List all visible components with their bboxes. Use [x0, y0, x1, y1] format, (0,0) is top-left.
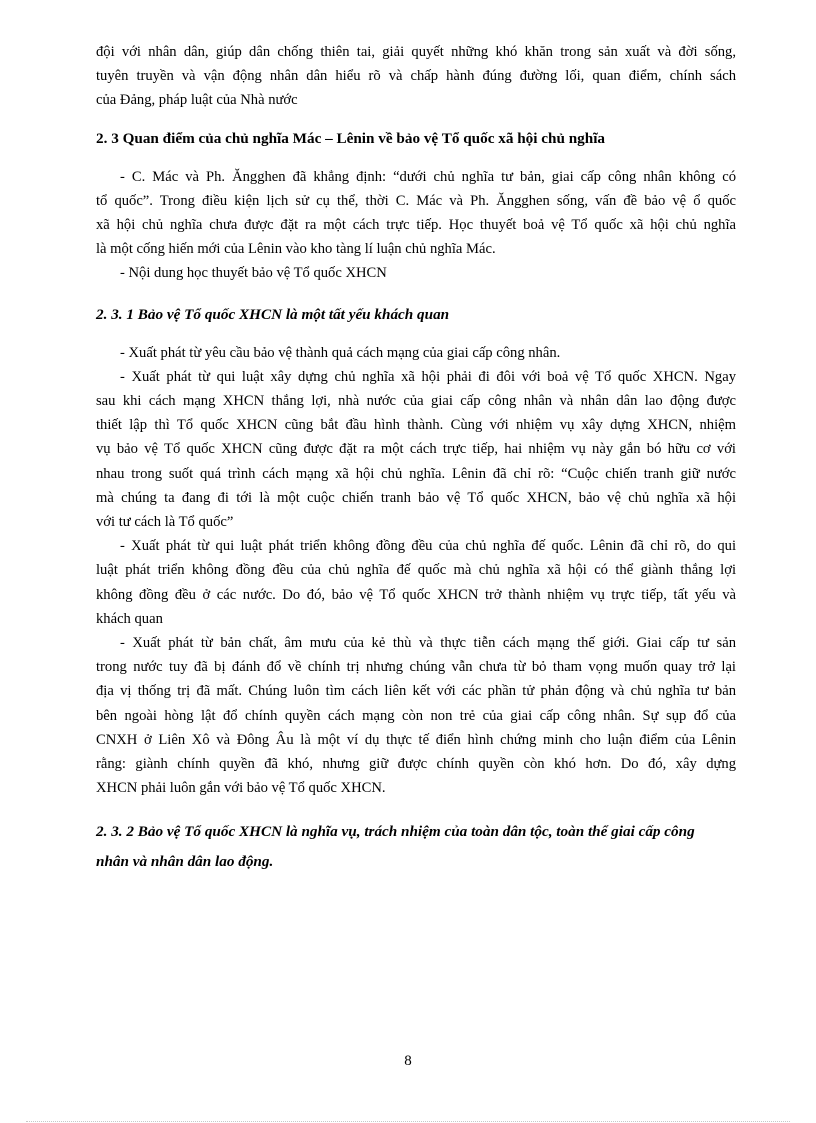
text-line: địa vị thống trị đã mất. Chúng luôn tìm cách liên kết với các phần tử phản động và chủ nghĩa tư bản — [96, 683, 736, 700]
subsection-1-paragraph-3 — [96, 534, 736, 631]
text-line: - C. Mác và Ph. Ăngghen đã khẳng định: “dưới chủ nghĩa tư bản, giai cấp công nhân không có — [120, 168, 736, 185]
text-line: với tư cách là Tổ quốc” — [96, 514, 234, 531]
text-line: thiết lập thì Tổ quốc XHCN cũng bắt đầu hình thành. Cùng với nhiệm vụ xây dựng XHCN, nhiệm — [96, 417, 736, 434]
text-line: vụ bảo vệ Tổ quốc XHCN cũng được đặt ra một cách trực tiếp, hai nhiệm vụ này gắn bó hữu cơ với — [96, 441, 736, 458]
text-line: không đồng đều ở các nước. Do đó, bảo vệ Tổ quốc XHCN trở thành nhiệm vụ trực tiếp, tất yếu và — [96, 586, 736, 603]
text-line: - Xuất phát từ qui luật phát triển không đồng đều của chủ nghĩa đế quốc. Lênin đã chỉ rõ, do qui — [120, 538, 736, 555]
text-line: của Đảng, pháp luật của Nhà nước — [96, 92, 298, 109]
section-bullet — [96, 261, 736, 285]
section-paragraph — [96, 165, 736, 262]
page-number: 8 — [404, 1053, 412, 1069]
text-line: bên ngoài hòng lật đổ chính quyền cách mạng còn non trẻ của giai cấp công nhân. Sự sụp đổ của — [96, 707, 736, 724]
text-line: tuyên truyền và vận động nhân dân hiểu rõ và chấp hành đúng đường lối, quan điểm, chính sách — [96, 68, 736, 85]
subsection-1-paragraph-2 — [96, 365, 736, 534]
heading-line: 2. 3. 2 Bảo vệ Tổ quốc XHCN là nghĩa vụ, trách nhiệm của toàn dân tộc, toàn thể giai cấp công — [96, 823, 695, 841]
subsection-1-paragraph-4 — [96, 631, 736, 800]
text-line: rằng: giành chính quyền đã khó, nhưng giữ được chính quyền còn khó hơn. Do đó, xây dựng — [96, 756, 736, 773]
text-line: - Xuất phát từ qui luật xây dựng chủ nghĩa xã hội phải đi đôi với boả vệ Tổ quốc XHCN. Ngay — [120, 368, 736, 385]
text-line: là một cống hiến mới của Lênin vào kho tàng lí luận chủ nghĩa Mác. — [96, 241, 496, 258]
section-heading: 2. 3 Quan điểm của chủ nghĩa Mác – Lênin về bảo vệ Tổ quốc xã hội chủ nghĩa — [96, 129, 606, 147]
text-line: nhau trong suốt quá trình cách mạng xã hội chủ nghĩa. Lênin đã chỉ rõ: “Cuộc chiến tranh giữ nước — [96, 465, 736, 482]
text-line: - Nội dung học thuyết bảo vệ Tổ quốc XHCN — [120, 265, 387, 282]
subsection-heading-2 — [96, 817, 736, 877]
subsection-1-paragraph-1 — [96, 341, 736, 365]
page-bottom-divider — [26, 1121, 790, 1122]
text-line: - Xuất phát từ bản chất, âm mưu của kẻ thù và thực tiễn cách mạng thế giới. Giai cấp tư sản — [120, 635, 736, 652]
text-line: khách quan — [96, 610, 163, 627]
text-line: luật phát triển không đồng đều của chủ nghĩa đế quốc mà chủ nghĩa xã hội có thể giành thắng lợi — [96, 562, 736, 579]
text-line: tổ quốc”. Trong điều kiện lịch sử cụ thể, thời C. Mác và Ph. Ăngghen sống, vấn đề bảo vệ ổ quốc — [96, 192, 736, 209]
text-line: xã hội chủ nghĩa chưa được đặt ra một cách trực tiếp. Học thuyết boả vệ Tổ quốc xã hội chủ nghĩa — [96, 217, 736, 234]
text-line: sau khi cách mạng XHCN thắng lợi, nhà nước của giai cấp công nhân và nhân dân lao động được — [96, 393, 736, 410]
heading-line: nhân và nhân dân lao động. — [96, 853, 274, 871]
text-line: mà chúng ta đang đi tới là một cuộc chiến tranh bảo vệ Tổ quốc XHCN, bảo vệ chủ nghĩa xã hội — [96, 489, 736, 506]
text-line: - Xuất phát từ yêu cầu bảo vệ thành quả cách mạng của giai cấp công nhân. — [120, 344, 561, 361]
intro-paragraph — [96, 40, 736, 113]
text-line: đội với nhân dân, giúp dân chống thiên tai, giải quyết những khó khăn trong sản xuất và đời sống, — [96, 44, 736, 60]
text-line: XHCN phải luôn gắn với bảo vệ Tổ quốc XHCN. — [96, 780, 386, 797]
page-content — [96, 40, 736, 877]
subsection-heading-1: 2. 3. 1 Bảo vệ Tổ quốc XHCN là một tất yếu khách quan — [96, 305, 450, 323]
text-line: CNXH ở Liên Xô và Đông Âu là một ví dụ thực tế điển hình chứng minh cho luận điểm của Lênin — [96, 731, 736, 748]
text-line: trong nước tuy đã bị đánh đổ về chính trị nhưng chúng vẫn chưa từ bỏ tham vọng muốn quay trở lại — [96, 659, 736, 676]
